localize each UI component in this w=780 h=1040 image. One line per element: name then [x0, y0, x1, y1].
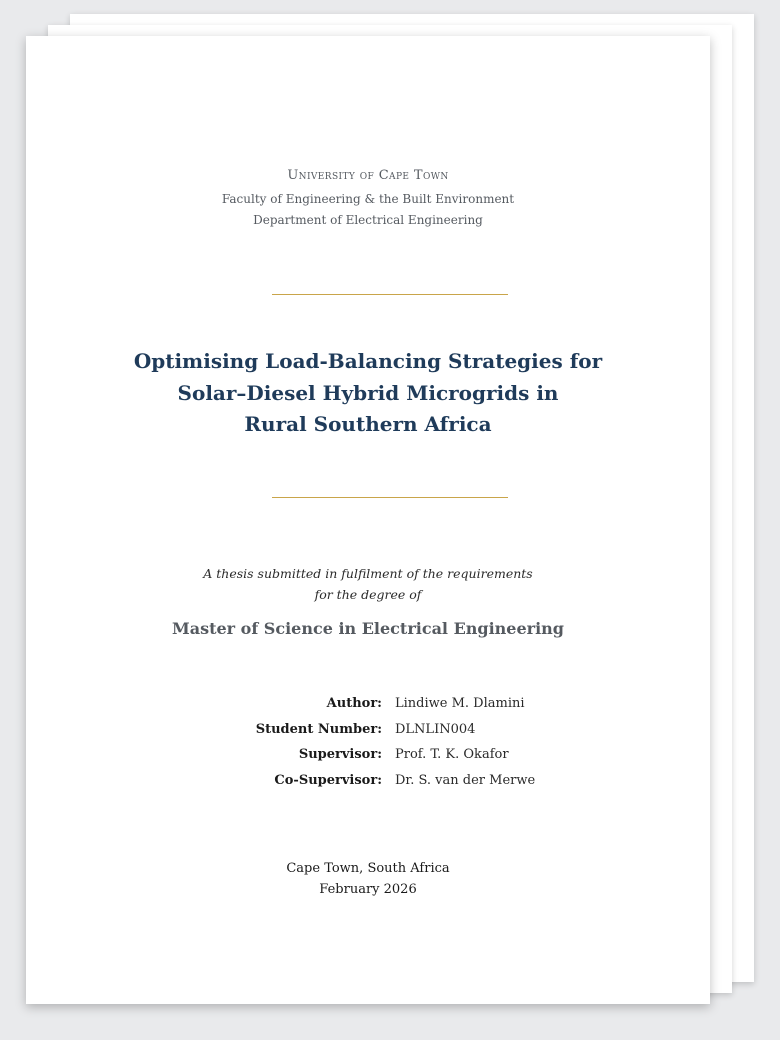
- top-divider-rule: [272, 294, 508, 295]
- thesis-title-line: Rural Southern Africa: [244, 412, 492, 436]
- detail-label: Supervisor:: [298, 747, 382, 762]
- author-details-table: [26, 696, 710, 798]
- thesis-title-line: Solar–Diesel Hybrid Microgrids in: [177, 380, 559, 405]
- detail-row-student-number: [26, 722, 710, 748]
- university-name: University of Cape Town: [287, 168, 449, 183]
- detail-label: Student Number:: [255, 721, 382, 737]
- faculty-name: Faculty of Engineering & the Built Environment: [221, 192, 515, 206]
- detail-row-author: [26, 696, 710, 722]
- detail-label: Author:: [326, 696, 382, 711]
- detail-value: DLNLIN004: [395, 721, 476, 737]
- submission-place: Cape Town, South Africa: [286, 861, 450, 876]
- detail-row-supervisor: [26, 747, 710, 773]
- submission-line: for the degree of: [314, 587, 422, 602]
- detail-value: Dr. S. van der Merwe: [395, 772, 536, 788]
- detail-label: Co-Supervisor:: [274, 772, 382, 788]
- submission-date: February 2026: [319, 882, 417, 897]
- department-name: Department of Electrical Engineering: [253, 213, 483, 227]
- detail-value: Prof. T. K. Okafor: [395, 747, 509, 762]
- thesis-title: [26, 346, 710, 441]
- degree-name: Master of Science in Electrical Engineering: [171, 619, 564, 638]
- thesis-title-line: Optimising Load-Balancing Strategies for: [133, 349, 603, 373]
- title-page: [26, 36, 710, 1004]
- submission-statement: [26, 563, 710, 605]
- submission-line: A thesis submitted in fulfilment of the requirements: [203, 566, 533, 581]
- detail-value: Lindiwe M. Dlamini: [395, 696, 525, 711]
- detail-row-co-supervisor: [26, 773, 710, 799]
- bottom-divider-rule: [272, 497, 508, 498]
